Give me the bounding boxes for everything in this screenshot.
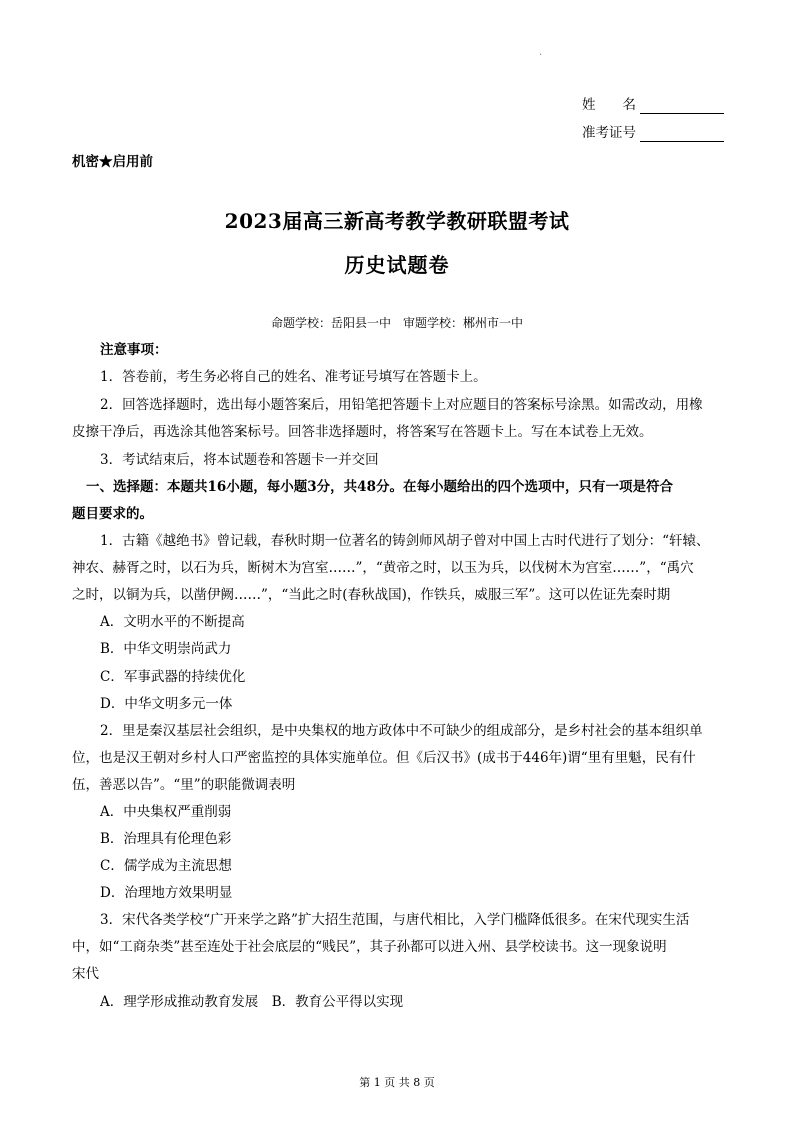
question-1-option-b: B．中华文明崇尚武力 (100, 641, 232, 657)
question-3-options-ab: A．理学形成推动教育发展 B．教育公平得以实现 (100, 994, 404, 1010)
exam-title: 2023届高三新高考教学教研联盟考试 (224, 209, 570, 233)
section-heading: 一、选择题：本题共16小题，每小题3分，共48分。在每小题给出的四个选项中，只有一项是符合 (86, 479, 673, 495)
question-3-stem: 3．宋代各类学校“广开来学之路”扩大招生范围，与唐代相比，入学门槛降低很多。在宋代现实生活 (100, 912, 690, 928)
question-1-stem: 之时，以铜为兵，以凿伊阙……”，“当此之时(春秋战国)，作铁兵，威服三军”。这可以佐证先秦时期 (72, 587, 671, 603)
notice-item: 1．答卷前，考生务必将自己的姓名、准考证号填写在答题卡上。 (100, 369, 487, 385)
page-footer: 第 1 页 共 8 页 (359, 1076, 435, 1089)
name-field (582, 96, 724, 114)
question-1-stem: 神农、赫胥之时，以石为兵，断树木为宫室……”，“黄帝之时，以玉为兵，以伐树木为宫室……”，“禹穴 (72, 560, 694, 576)
question-1-option-d: D．中华文明多元一体 (100, 696, 233, 712)
question-1-option-c: C．军事武器的持续优化 (100, 669, 246, 685)
name-label: 姓 名 (582, 97, 636, 113)
notice-heading: 注意事项： (100, 342, 168, 358)
question-2-option-a: A．中央集权严重削弱 (100, 804, 232, 820)
question-2-option-c: C．儒学成为主流思想 (100, 858, 232, 874)
notice-item: 皮擦干净后，再选涂其他答案标号。回答非选择题时，将答案写在答题卡上。写在本试卷上无效。 (72, 424, 653, 440)
question-2-stem: 2．里是秦汉基层社会组织，是中央集权的地方政体中不可缺少的组成部分，是乡村社会的基本组织单 (100, 723, 703, 739)
scan-dot: · (539, 50, 543, 61)
exam-subtitle: 历史试题卷 (344, 253, 450, 277)
ticket-label: 准考证号 (582, 125, 636, 141)
setter-schools: 命题学校：岳阳县一中 审题学校：郴州市一中 (270, 316, 523, 330)
question-2-option-d: D．治理地方效果明显 (100, 885, 233, 901)
question-1-stem: 1．古籍《越绝书》曾记载，春秋时期一位著名的铸剑师风胡子曾对中国上古时代进行了划分：“轩辕、 (100, 533, 710, 549)
question-2-stem: 位，也是汉王朝对乡村人口严密监控的具体实施单位。但《后汉书》(成书于446年)谓“里有里魁，民有什 (72, 750, 696, 766)
question-3-stem: 宋代 (72, 966, 99, 982)
notice-item: 2．回答选择题时，选出每小题答案后，用铅笔把答题卡上对应题目的答案标号涂黑。如需改动，用橡 (100, 397, 703, 413)
ticket-field (582, 124, 724, 142)
question-1-option-a: A．文明水平的不断提高 (100, 614, 245, 630)
question-3-stem: 中，如“工商杂类”甚至连处于社会底层的“贱民”，其子孙都可以进入州、县学校读书。这一现象说明 (72, 939, 667, 955)
question-2-stem: 伍，善恶以告”。“里”的职能微调表明 (72, 777, 296, 793)
question-2-option-b: B．治理具有伦理色彩 (100, 831, 232, 847)
confidential-mark: 机密★启用前 (72, 154, 153, 170)
notice-item: 3．考试结束后，将本试题卷和答题卡一并交回 (100, 452, 379, 468)
name-blank (640, 99, 724, 114)
ticket-blank (640, 127, 724, 142)
section-heading-cont: 题目要求的。 (72, 506, 153, 522)
